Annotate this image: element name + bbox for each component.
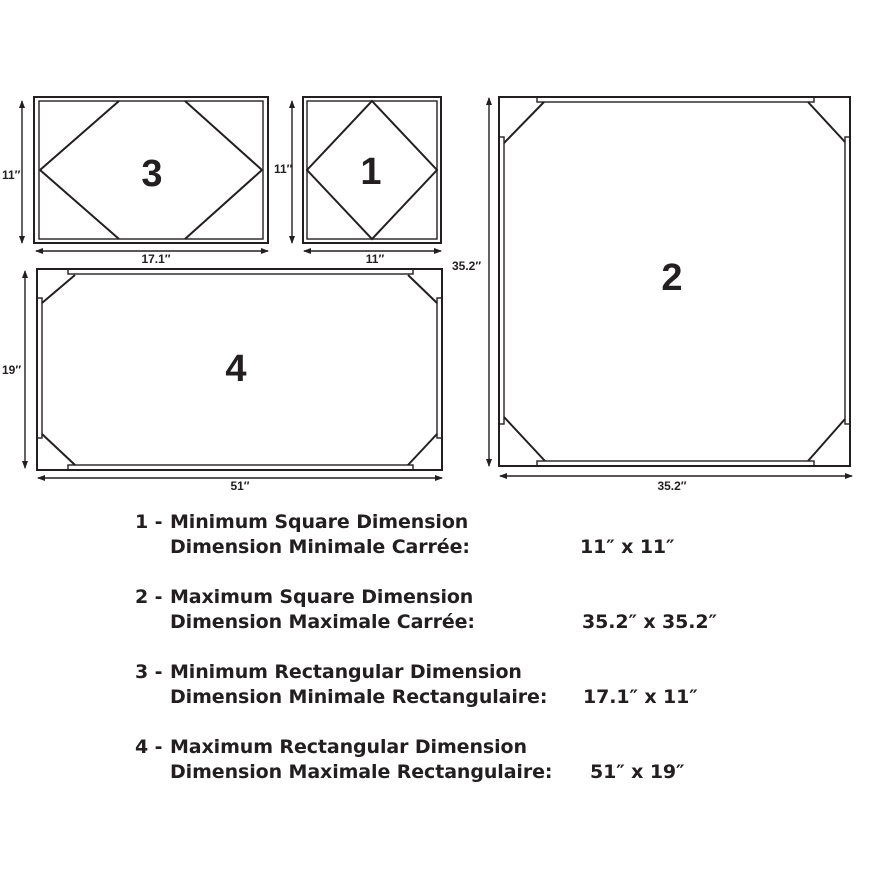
legend-title: Minimum Rectangular Dimension — [170, 661, 522, 683]
panel-4-number: 4 — [225, 348, 247, 390]
legend-title: Maximum Rectangular Dimension — [170, 736, 527, 758]
legend-number: 3 - — [135, 661, 163, 683]
legend-title: Minimum Square Dimension — [170, 511, 469, 533]
panel-4-height-label: 19″ — [2, 363, 22, 377]
panel-3-height-label: 11″ — [2, 168, 21, 182]
legend-subtitle: Dimension Maximale Rectangulaire: — [170, 761, 553, 783]
panel-1-number: 1 — [360, 151, 382, 193]
panel-1-width-label: 11″ — [365, 252, 385, 266]
panel-1-min-square — [274, 97, 441, 266]
legend-number: 4 - — [135, 736, 163, 758]
legend-value: 51″ x 19″ — [590, 761, 685, 783]
legend-subtitle: Dimension Minimale Carrée: — [170, 536, 470, 558]
panel-3-min-rectangle — [2, 97, 268, 266]
panel-2-number: 2 — [661, 257, 683, 299]
panel-2-width-label: 35.2″ — [657, 479, 687, 493]
legend-title: Maximum Square Dimension — [170, 586, 474, 608]
panel-4-width-label: 51″ — [230, 479, 250, 493]
panel-3-number: 3 — [141, 153, 163, 195]
legend-subtitle: Dimension Maximale Carrée: — [170, 611, 475, 633]
legend-value: 17.1″ x 11″ — [583, 686, 698, 708]
legend-number: 1 - — [135, 511, 163, 533]
panel-2-max-square — [452, 97, 852, 493]
panel-1-height-label: 11″ — [274, 162, 293, 176]
legend-value: 35.2″ x 35.2″ — [582, 611, 717, 633]
legend-subtitle: Dimension Minimale Rectangulaire: — [170, 686, 548, 708]
panel-4-max-rectangle — [2, 269, 442, 493]
legend-number: 2 - — [135, 586, 163, 608]
legend-value: 11″ x 11″ — [580, 536, 675, 558]
panel-2-height-label: 35.2″ — [452, 259, 482, 273]
panel-3-width-label: 17.1″ — [141, 252, 171, 266]
